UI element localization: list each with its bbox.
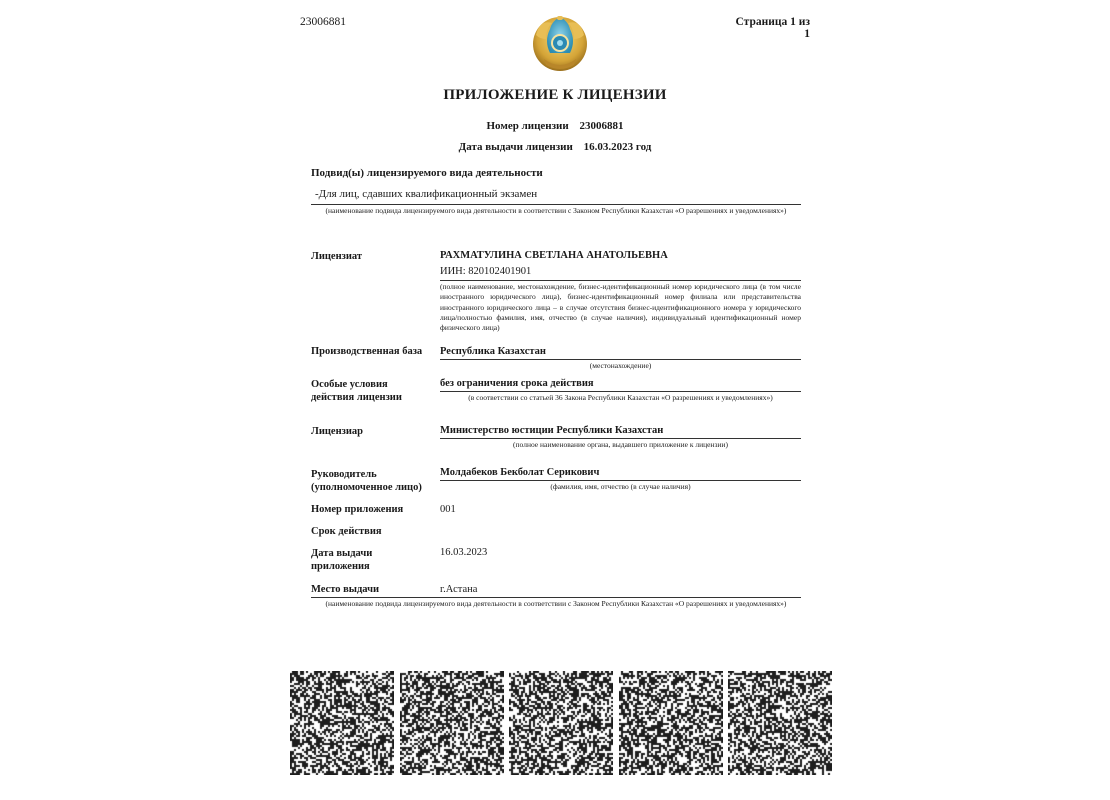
divider bbox=[440, 480, 801, 481]
qr-code-icon bbox=[619, 671, 723, 775]
appendix-number-value: 001 bbox=[440, 504, 456, 515]
appendix-date-label-line2: приложения bbox=[311, 561, 370, 572]
licensor-note: (полное наименование органа, выдавшего приложение к лицензии) bbox=[513, 440, 728, 449]
state-emblem-icon bbox=[530, 13, 590, 75]
place-value: г.Астана bbox=[440, 584, 478, 595]
licensor-value: Министерство юстиции Республики Казахстан bbox=[440, 425, 664, 436]
license-number-value: 23006881 bbox=[579, 120, 624, 132]
divider bbox=[311, 204, 801, 205]
special-conditions-label-line1: Особые условия bbox=[311, 379, 388, 390]
head-label bbox=[311, 468, 422, 494]
head-note: (фамилия, имя, отчество (в случае наличия) bbox=[550, 482, 691, 491]
divider bbox=[440, 391, 801, 392]
production-base-note: (местонахождение) bbox=[589, 361, 652, 370]
qr-code-icon bbox=[290, 671, 394, 775]
head-value: Молдабеков Бекболат Серикович bbox=[440, 467, 600, 478]
validity-label: Срок действия bbox=[311, 526, 382, 537]
licensee-note: (полное наименование, местонахождение, бизнес-идентификационный номер юридического лица (в том числе иностранного юридического лица), бизнес-идентификационный номер филиала или представительства иностранного юридического лица – в случае отсутствия бизнес-идентификационного номера у юридического лица/полностью фамилия, имя, отчество (в случае наличия), индивидуальный идентификационный номер физического лица) bbox=[440, 282, 801, 333]
license-number-label: Номер лицензии bbox=[486, 120, 569, 132]
special-conditions-note: (в соответствии со статьей 36 Закона Республики Казахстан «О разрешениях и уведомлениях») bbox=[468, 393, 773, 402]
appendix-number-label: Номер приложения bbox=[311, 504, 404, 515]
subkind-note: (наименование подвида лицензируемого вида деятельности в соответствии с Законом Республики Казахстан «О разрешениях и уведомлениях») bbox=[325, 206, 787, 215]
page-indicator: Страница 1 из 1 bbox=[735, 16, 810, 40]
document-id: 23006881 bbox=[300, 16, 346, 28]
qr-code-icon bbox=[400, 671, 504, 775]
production-base-value: Республика Казахстан bbox=[440, 346, 546, 357]
qr-code-icon bbox=[509, 671, 613, 775]
divider bbox=[440, 280, 801, 281]
licensor-label: Лицензиар bbox=[311, 426, 363, 437]
special-conditions-label-line2: действия лицензии bbox=[311, 392, 402, 403]
license-date-value: 16.03.2023 год bbox=[583, 141, 652, 153]
license-date-row bbox=[300, 141, 810, 153]
production-base-label: Производственная база bbox=[311, 346, 423, 357]
appendix-date-label bbox=[311, 547, 372, 573]
licensee-name: РАХМАТУЛИНА СВЕТЛАНА АНАТОЛЬЕВНА bbox=[440, 250, 668, 261]
licensee-label: Лицензиат bbox=[311, 251, 363, 262]
divider bbox=[440, 359, 801, 360]
license-number-row bbox=[300, 120, 810, 132]
licensee-iin: ИИН: 820102401901 bbox=[440, 266, 532, 277]
special-conditions-label bbox=[311, 378, 402, 404]
divider bbox=[311, 597, 801, 598]
place-label: Место выдачи bbox=[311, 584, 380, 595]
special-conditions-value: без ограничения срока действия bbox=[440, 378, 594, 389]
head-label-line1: Руководитель bbox=[311, 469, 377, 480]
footer-note: (наименование подвида лицензируемого вида деятельности в соответствии с Законом Республики Казахстан «О разрешениях и уведомлениях») bbox=[325, 599, 787, 608]
appendix-date-label-line1: Дата выдачи bbox=[311, 548, 373, 559]
subkind-value: -Для лиц, сдавших квалификационный экзамен bbox=[315, 188, 538, 200]
divider bbox=[440, 438, 801, 439]
qr-code-icon bbox=[728, 671, 832, 775]
appendix-date-value: 16.03.2023 bbox=[440, 547, 488, 558]
head-label-line2: (уполномоченное лицо) bbox=[311, 482, 422, 493]
subkind-title: Подвид(ы) лицензируемого вида деятельности bbox=[311, 167, 543, 179]
license-date-label: Дата выдачи лицензии bbox=[458, 141, 573, 153]
page-title: ПРИЛОЖЕНИЕ К ЛИЦЕНЗИИ bbox=[443, 87, 667, 103]
qr-code-row bbox=[290, 671, 832, 775]
